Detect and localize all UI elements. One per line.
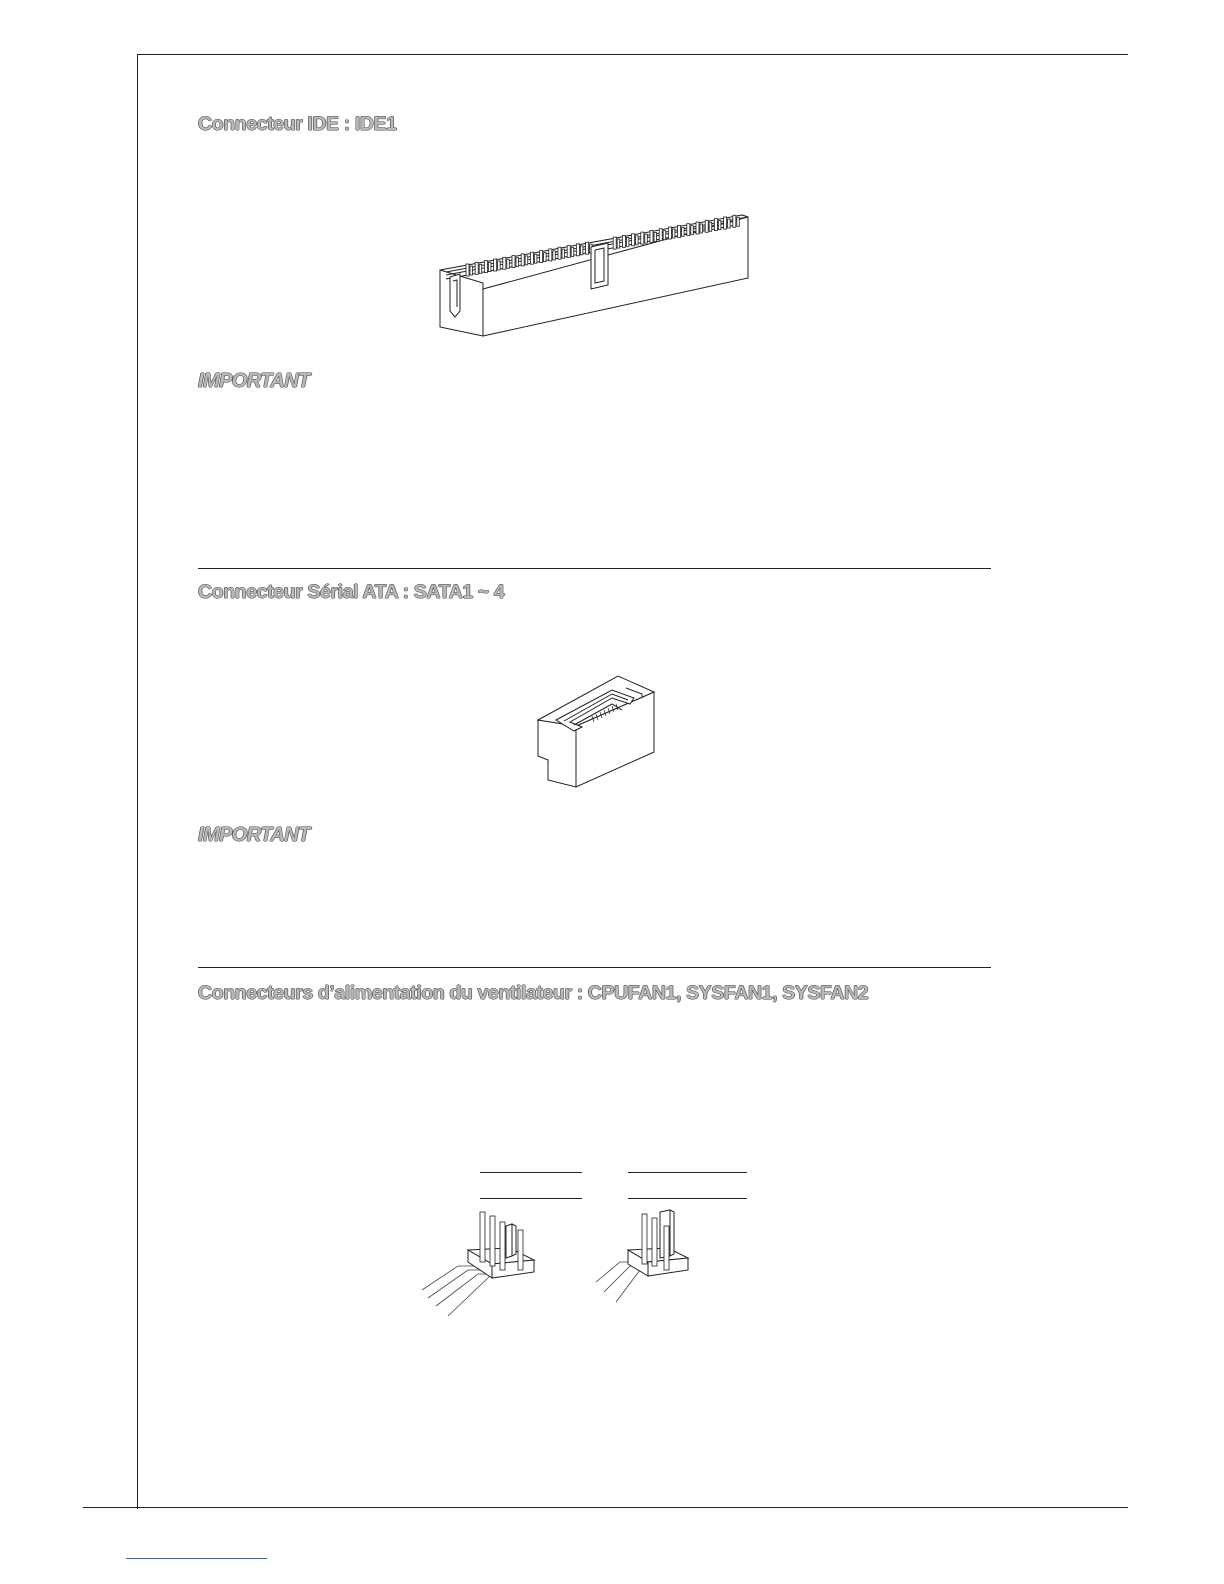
ide-pin bbox=[668, 227, 671, 239]
ide-pin bbox=[553, 251, 556, 260]
ide-pin bbox=[654, 232, 657, 241]
ide-pin bbox=[705, 220, 708, 232]
ide-pin bbox=[709, 222, 712, 231]
separator-line bbox=[198, 568, 991, 569]
ide-pin bbox=[663, 231, 666, 240]
ide-pin bbox=[503, 257, 506, 269]
ide-pin bbox=[733, 215, 736, 227]
ide-pin bbox=[525, 256, 528, 265]
ide-pin bbox=[498, 261, 501, 270]
ide-pin bbox=[728, 219, 731, 228]
separator-line bbox=[198, 967, 991, 968]
page-frame-top-rule bbox=[137, 54, 1128, 55]
fan-label-line bbox=[480, 1198, 582, 1199]
ide-pin bbox=[516, 258, 519, 267]
ide-pin bbox=[484, 261, 487, 273]
ide-pin bbox=[724, 217, 727, 229]
ide-pin bbox=[696, 222, 699, 234]
ide-pin bbox=[576, 244, 579, 256]
ide-pin bbox=[479, 264, 482, 273]
ide-pin bbox=[549, 249, 552, 261]
ide-pin bbox=[626, 237, 629, 246]
ide-pin bbox=[718, 221, 721, 230]
ide-important-label: IMPORTANT bbox=[198, 370, 310, 392]
ide-pin bbox=[714, 219, 717, 231]
ide-pin bbox=[682, 227, 685, 236]
ide-pin bbox=[494, 259, 497, 271]
ide-pin bbox=[737, 217, 740, 226]
ide-pin bbox=[512, 256, 515, 268]
ide-pin bbox=[678, 225, 681, 237]
sata-section-heading: Connecteur Sérial ATA : SATA1 ~ 4 bbox=[198, 581, 505, 603]
ide-pin bbox=[691, 226, 694, 235]
ide-pin bbox=[622, 235, 625, 247]
ide-pin bbox=[475, 262, 478, 274]
ide-pin bbox=[558, 247, 561, 259]
ide-pin bbox=[488, 263, 491, 272]
ide-pin bbox=[632, 234, 635, 246]
ide-pin bbox=[562, 249, 565, 258]
ide-pin bbox=[534, 254, 537, 263]
ide-pin bbox=[613, 237, 616, 249]
fan-4pin-connector-icon bbox=[414, 1204, 540, 1322]
ide-pin bbox=[530, 252, 533, 264]
ide-pin bbox=[586, 242, 589, 254]
ide-pin bbox=[700, 224, 703, 233]
ide-pin bbox=[470, 266, 473, 275]
ide-pin bbox=[641, 232, 644, 244]
sata-important-label: IMPORTANT bbox=[198, 824, 310, 846]
ide-pin bbox=[507, 259, 510, 268]
ide-pin bbox=[650, 230, 653, 242]
ide-pin bbox=[687, 224, 690, 236]
fan-3pin-connector-icon bbox=[592, 1206, 690, 1310]
ide-pin bbox=[540, 251, 543, 263]
ide-pin bbox=[580, 246, 583, 255]
ide-connector-icon bbox=[436, 203, 752, 343]
ide-pin bbox=[645, 234, 648, 243]
sata-connector-icon bbox=[534, 670, 658, 792]
ide-pin bbox=[672, 229, 675, 238]
fan-section-heading: Connecteurs d’alimentation du ventilateur : CPUFAN1, SYSFAN1, SYSFAN2 bbox=[198, 982, 869, 1004]
fan-label-line bbox=[480, 1172, 582, 1173]
fan-label-line bbox=[628, 1198, 747, 1199]
ide-section-heading: Connecteur IDE : IDE1 bbox=[198, 113, 397, 135]
ide-pin bbox=[521, 254, 524, 266]
ide-pin bbox=[659, 229, 662, 241]
ide-pin bbox=[571, 248, 574, 257]
ide-pin bbox=[617, 239, 620, 248]
page-frame-bottom-rule bbox=[83, 1507, 1128, 1508]
ide-pin bbox=[636, 236, 639, 245]
ide-pin bbox=[544, 253, 547, 262]
fan-label-line bbox=[628, 1172, 747, 1173]
ide-pin bbox=[567, 246, 570, 258]
footer-link-underline bbox=[126, 1558, 267, 1559]
page-frame-left-rule bbox=[137, 54, 138, 1509]
ide-pin bbox=[466, 264, 469, 276]
